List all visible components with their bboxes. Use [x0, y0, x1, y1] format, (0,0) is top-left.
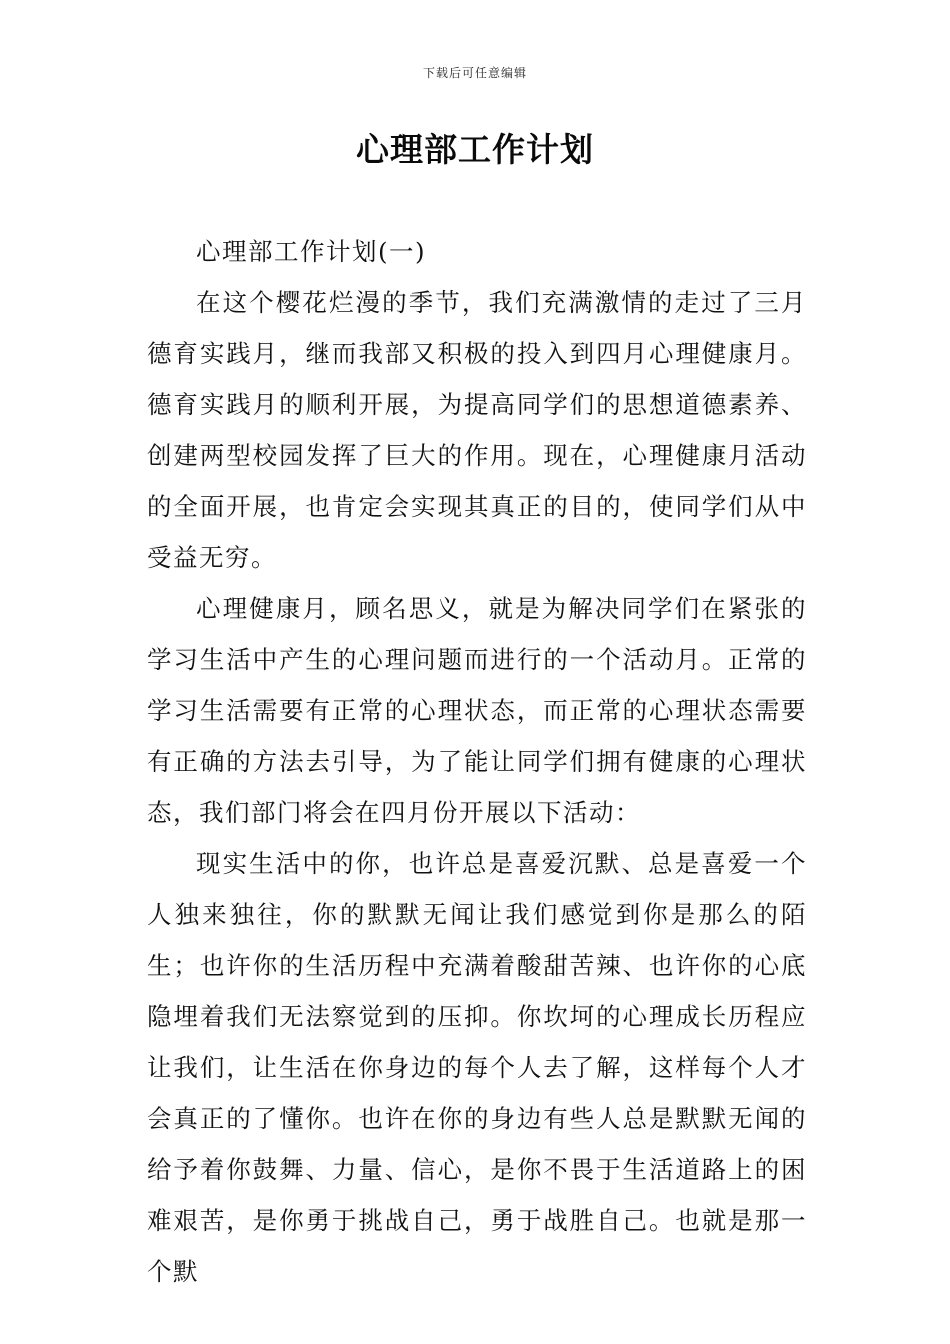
paragraph-2: 心理健康月，顾名思义，就是为解决同学们在紧张的学习生活中产生的心理问题而进行的一个活动月。正常的学习生活需要有正常的心理状态，而正常的心理状态需要有正确的方法去引导，为了能让同学们拥有健康的心理状态，我们部门将会在四月份开展以下活动：: [147, 594, 807, 827]
document-title: 心理部工作计划: [356, 130, 594, 169]
paragraph-3: 现实生活中的你，也许总是喜爱沉默、总是喜爱一个人独来独往，你的默默无闻让我们感觉到你是那么的陌生；也许你的生活历程中充满着酸甜苦辣、也许你的心底隐埋着我们无法察觉到的压抑。你坎坷的心理成长历程应让我们，让生活在你身边的每个人去了解，这样每个人才会真正的了懂你。也许在你的身边有些人总是默默无闻的给予着你鼓舞、力量、信心，是你不畏于生活道路上的困难艰苦，是你勇于挑战自己，勇于战胜自己。也就是那一个默: [147, 849, 807, 1286]
document-body: [147, 226, 807, 1297]
section-heading: 心理部工作计划(一): [196, 237, 427, 266]
header-note: 下载后可任意编辑: [422, 66, 527, 80]
paragraph-1: 在这个樱花烂漫的季节，我们充满激情的走过了三月德育实践月，继而我部又积极的投入到四月心理健康月。德育实践月的顺利开展，为提高同学们的思想道德素养、创建两型校园发挥了巨大的作用。现在，心理健康月活动的全面开展，也肯定会实现其真正的目的，使同学们从中受益无穷。: [147, 288, 807, 572]
